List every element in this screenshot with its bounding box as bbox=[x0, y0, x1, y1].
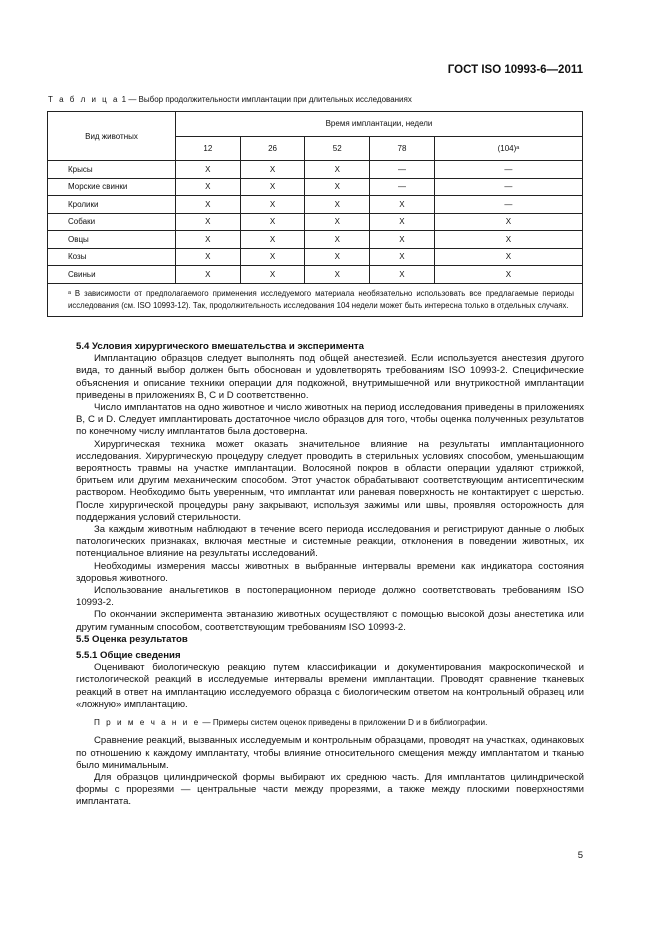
value-cell: X bbox=[370, 266, 435, 284]
week-column-header: 26 bbox=[240, 136, 305, 161]
value-cell: X bbox=[434, 248, 582, 266]
note-prefix: П р и м е ч а н и е bbox=[94, 718, 201, 728]
table-row bbox=[48, 266, 583, 284]
table-row bbox=[48, 196, 583, 214]
paragraph: Оценивают биологическую реакцию путем классификации и документирования макроскопической и гистологической реакций в исследуемые интервалы времени имплантации. Проводят сравнение тканевых реакций в ответ на имплантацию исследуемого образца с биологическим ответом на контрольный образец или «ложную» имплантацию. bbox=[76, 662, 584, 710]
value-cell: X bbox=[305, 213, 370, 231]
table-row bbox=[48, 213, 583, 231]
value-cell: X bbox=[240, 161, 305, 179]
value-cell: X bbox=[370, 231, 435, 249]
value-cell: X bbox=[434, 266, 582, 284]
value-cell: — bbox=[370, 178, 435, 196]
note-text: — Примеры систем оценок приведены в приложении D и в библиографии. bbox=[200, 718, 488, 728]
value-cell: — bbox=[434, 178, 582, 196]
paragraph: Сравнение реакций, вызванных исследуемым и контрольным образцами, проводят на участках, одинаковых по отношению к каждому имплантату, чтобы влияние относительного смещения между имплантатом и тканью было минимальным. bbox=[76, 735, 584, 771]
page-number: 5 bbox=[577, 850, 583, 861]
value-cell: X bbox=[305, 161, 370, 179]
animal-cell: Морские свинки bbox=[48, 178, 176, 196]
paragraph: Необходимы измерения массы животных в выбранные интервалы времени как индикатора состояния здоровья животного. bbox=[76, 560, 584, 584]
value-cell: X bbox=[305, 231, 370, 249]
value-cell: X bbox=[434, 213, 582, 231]
implantation-duration-table bbox=[47, 111, 583, 317]
paragraph: Число имплантатов на одно животное и число животных на период исследования приведены в приложениях В, С и D. Следует имплантировать достаточное число образцов для того, чтобы оценка полученных результатов по конечному числу имплантатов была достоверна. bbox=[76, 402, 584, 438]
table-caption-prefix: Т а б л и ц а bbox=[48, 95, 120, 104]
value-cell: X bbox=[240, 178, 305, 196]
document-header: ГОСТ ISO 10993-6—2011 bbox=[447, 64, 583, 76]
week-column-header: 12 bbox=[176, 136, 241, 161]
value-cell: — bbox=[434, 196, 582, 214]
value-cell: X bbox=[240, 248, 305, 266]
animal-cell: Свиньи bbox=[48, 266, 176, 284]
value-cell: X bbox=[240, 231, 305, 249]
body-text bbox=[76, 341, 584, 809]
table-row bbox=[48, 178, 583, 196]
value-cell: X bbox=[305, 196, 370, 214]
animal-cell: Козы bbox=[48, 248, 176, 266]
value-cell: X bbox=[370, 213, 435, 231]
paragraph: Для образцов цилиндрической формы выбирают их среднюю часть. Для имплантатов цилиндрической формы с прорезями — центральные части между прорезями, а также между плоскими поверхностями имплантата. bbox=[76, 771, 584, 808]
section-heading-5-4: 5.4 Условия хирургического вмешательства и эксперимента bbox=[76, 341, 364, 352]
value-cell: X bbox=[176, 231, 241, 249]
animal-cell: Крысы bbox=[48, 161, 176, 179]
note bbox=[76, 717, 584, 729]
animal-cell: Собаки bbox=[48, 213, 176, 231]
value-cell: X bbox=[305, 248, 370, 266]
paragraph: По окончании эксперимента эвтаназию животных осуществляют с помощью высокой дозы анестетика или другим гуманным способом, соответствующим требованиям ISO 10993-2. bbox=[76, 609, 584, 633]
value-cell: X bbox=[305, 178, 370, 196]
value-cell: X bbox=[305, 266, 370, 284]
table-row bbox=[48, 248, 583, 266]
value-cell: X bbox=[370, 248, 435, 266]
value-cell: X bbox=[176, 248, 241, 266]
animal-column-header: Вид животных bbox=[48, 112, 176, 161]
value-cell: X bbox=[240, 196, 305, 214]
paragraph: За каждым животным наблюдают в течение всего периода исследования и регистрируют данные о любых патологических признаках, включая местные и системные реакции, отклонения в поведении животных, их потенциальное влияние на результаты исследований. bbox=[76, 524, 584, 560]
table-row bbox=[48, 231, 583, 249]
table-footnote: ᵃ В зависимости от предполагаемого применения исследуемого материала необязательно использовать все предлагаемые периоды исследования (см. ISO 10993-12). Так, продолжительность исследования 104 недели может быть интересна только в отдельных случаях. bbox=[48, 283, 583, 316]
value-cell: X bbox=[434, 231, 582, 249]
value-cell: — bbox=[434, 161, 582, 179]
value-cell: X bbox=[176, 178, 241, 196]
table-row bbox=[48, 161, 583, 179]
section-heading-5-5: 5.5 Оценка результатов bbox=[76, 633, 188, 645]
paragraph: Хирургическая техника может оказать значительное влияние на результаты имплантационного исследования. Хирургическую процедуру следует проводить в стерильных условиях способом, уменьшающим вероятность травмы на участке имплантации. Волосяной покров в области операции удаляют стрижкой, бритьем или другим механическим способом. Этот участок обрабатывают соответствующим антисептическим раствором. Необходимо быть уверенным, что имплантат или раневая поверхность не контактирует с шерстью. После хирургической процедуры рану закрывают, используя зажимы или швы, проявляя осторожность для поддержания условий стерильности. bbox=[76, 438, 584, 523]
value-cell: X bbox=[176, 161, 241, 179]
value-cell: X bbox=[240, 213, 305, 231]
table-caption bbox=[48, 95, 412, 104]
value-cell: X bbox=[240, 266, 305, 284]
subsection-heading-5-5-1: 5.5.1 Общие сведения bbox=[76, 650, 181, 662]
animal-cell: Овцы bbox=[48, 231, 176, 249]
week-column-header: (104)ᵃ bbox=[434, 136, 582, 161]
week-column-header: 52 bbox=[305, 136, 370, 161]
value-cell: X bbox=[370, 196, 435, 214]
value-cell: X bbox=[176, 196, 241, 214]
paragraph: Имплантацию образцов следует выполнять под общей анестезией. Если используется анестезия другого вида, то данный выбор должен быть обоснован и удовлетворять требованиям ISO 10993-2. Специфические объяснения и описание техники операции для подкожной, внутримышечной или внутрикостной имплантации приведены в приложениях В, С и D соответственно. bbox=[76, 353, 584, 401]
value-cell: X bbox=[176, 213, 241, 231]
week-column-header: 78 bbox=[370, 136, 435, 161]
table-caption-text: 1 — Выбор продолжительности имплантации при длительных исследованиях bbox=[121, 95, 412, 104]
animal-cell: Кролики bbox=[48, 196, 176, 214]
time-column-header: Время имплантации, недели bbox=[176, 112, 583, 137]
value-cell: X bbox=[176, 266, 241, 284]
paragraph: Использование анальгетиков в постоперационном периоде должно соответствовать требованиям ISO 10993-2. bbox=[76, 585, 584, 609]
value-cell: — bbox=[370, 161, 435, 179]
